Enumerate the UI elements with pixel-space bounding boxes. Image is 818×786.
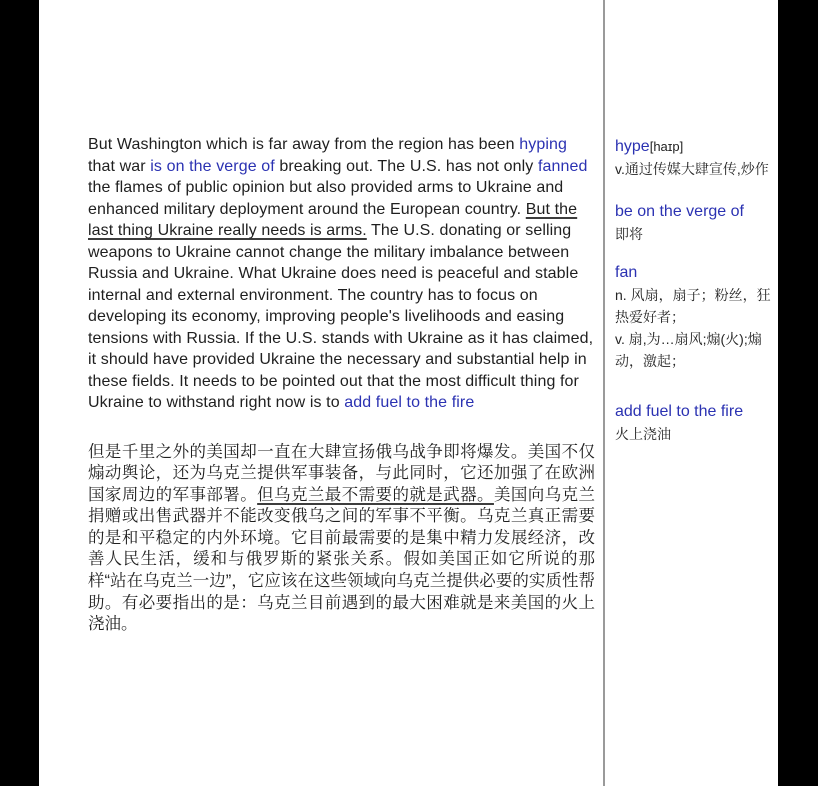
english-paragraph: [88, 134, 595, 414]
headword-text: be on the verge of: [615, 203, 744, 220]
article-column: [88, 134, 595, 636]
column-divider: [603, 0, 605, 786]
vocab-headword[interactable]: [615, 201, 779, 223]
headword-text: fan: [615, 264, 638, 281]
vocab-definition: 即将: [615, 226, 643, 242]
vocab-headword[interactable]: [615, 262, 779, 284]
phonetic-text: [haɪp]: [649, 139, 684, 154]
vocab-definition: v.通过传媒大肆宣传,炒作: [615, 161, 769, 177]
text-segment: But Washington which is far away from the region has been: [88, 136, 520, 153]
chinese-paragraph: [88, 442, 595, 636]
vocab-definition: v. 扇,为…扇风;煽(火);煽动，激起；: [615, 331, 762, 369]
text-segment: that war: [88, 157, 151, 175]
vocabulary-sidebar: [615, 136, 779, 466]
headword-text: add fuel to the fire: [615, 403, 744, 420]
vocab-headword[interactable]: [615, 401, 779, 423]
vocab-entry-add-fuel-to-the-fire: [615, 401, 779, 445]
right-frame-bar: [778, 0, 818, 786]
underlined-key-sentence-zh: 但乌克兰最不需要的就是武器。: [257, 485, 494, 504]
vocab-headword[interactable]: [615, 136, 779, 158]
vocab-link-fanned[interactable]: fanned: [537, 157, 588, 175]
vocab-definition: n. 风扇，扇子；粉丝，狂热爱好者；: [615, 287, 771, 325]
underlined-key-sentence-en: But the last thing Ukraine really needs is arms.: [88, 200, 578, 239]
vocab-definition: 火上浇油: [615, 426, 671, 442]
vocab-entry-fan: [615, 262, 779, 372]
text-segment: 美国向乌克兰捐赠或出售武器并不能改变俄乌之间的军事不平衡。乌克兰真正需要的是和平稳定的内外环境。它目前最需要的是集中精力发展经济，改善人民生活，缓和与俄罗斯的紧张关系。假如美国正如它所说的那样“站在乌克兰一边”，它应该在这些领域向乌克兰提供必要的实质性帮助。有必要指出的是：乌克兰目前遇到的最大困难就是来美国的火上浇油。: [88, 485, 596, 634]
headword-text: hype: [615, 138, 650, 155]
vocab-link-hyping[interactable]: hyping: [519, 136, 567, 153]
vocab-entry-be-on-the-verge-of: [615, 201, 779, 245]
vocab-link-add-fuel-to-the-fire[interactable]: add fuel to the fire: [344, 394, 475, 411]
vocab-link-is-on-the-verge-of[interactable]: is on the verge of: [150, 157, 275, 175]
text-segment: The U.S. donating or selling weapons to Ukraine cannot change the military imbalance between Russia and Ukraine. What Ukraine does need is peaceful and stable internal and external environment. The country has to focus on developing its economy, improving people's livelihoods and easing tensions with Russia. If the U.S. stands with Ukraine as it has claimed, it should have provided Ukraine the necessary and substantial help in these fields. It needs to be pointed out that the most difficult thing for Ukraine to withstand right now is to: [88, 222, 594, 411]
left-frame-bar: [0, 0, 39, 786]
text-segment: 但是千里之外的美国却一直在大肆宣扬俄乌战争即将爆发。美国不仅煽动舆论，还为乌克兰提供军事装备，与此同时，它还加强了在欧洲国家周边的军事部署。: [88, 442, 595, 504]
text-segment: breaking out. The U.S. has not only: [274, 157, 538, 175]
vocab-entry-hype: [615, 136, 779, 180]
text-segment: the flames of public opinion but also provided arms to Ukraine and enhanced military deployment around the European country.: [88, 179, 564, 218]
